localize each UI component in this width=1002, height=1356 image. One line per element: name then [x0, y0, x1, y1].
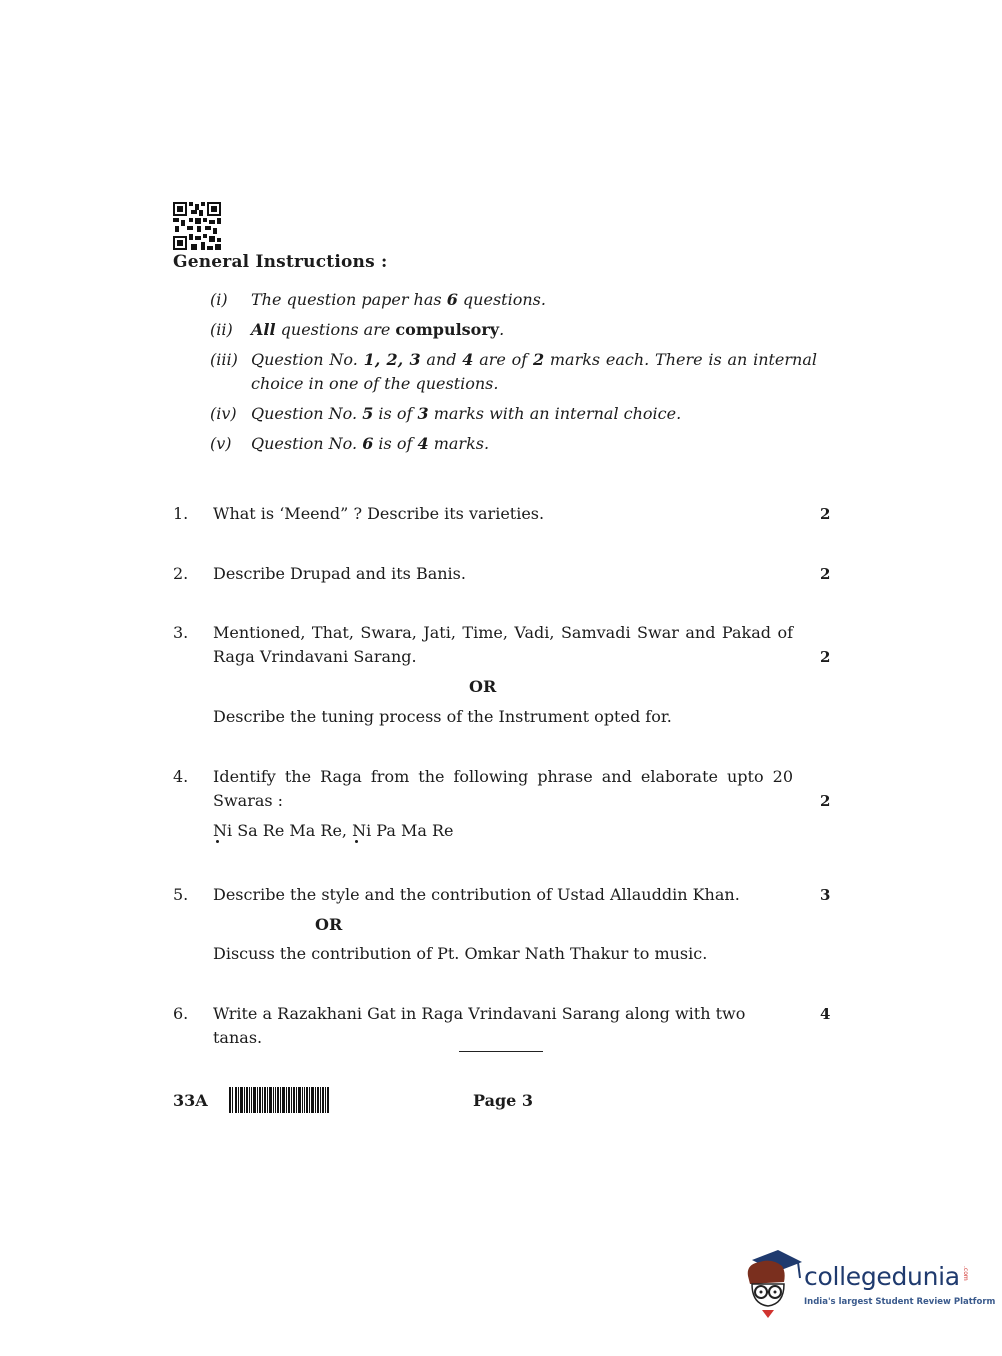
instruction-item: [210, 318, 830, 342]
instruction-number: (iii): [210, 350, 238, 369]
question-marks: 3: [820, 886, 831, 904]
question-number: 1.: [173, 504, 189, 523]
question-6: [173, 1002, 843, 1047]
question-marks: 2: [820, 648, 831, 666]
question-2: [173, 562, 843, 586]
question-number: 5.: [173, 885, 189, 904]
question-text: Describe Drupad and its Banis.: [213, 564, 466, 583]
barcode-icon: [229, 1087, 329, 1113]
question-marks: 2: [820, 792, 831, 810]
question-number: 3.: [173, 623, 189, 642]
question-text-line1: Mentioned, That, Swara, Jati, Time, Vadi, Samvadi Swar and Pakad of: [213, 623, 793, 642]
question-text: What is ‘Meend” ? Describe its varieties.: [213, 504, 545, 523]
instruction-number: (ii): [210, 320, 233, 339]
or-separator: OR: [315, 915, 343, 934]
question-1: [173, 502, 843, 526]
end-rule: [459, 1051, 543, 1052]
question-number: 6.: [173, 1004, 189, 1023]
instruction-item: [210, 402, 830, 426]
instruction-number: (iv): [210, 404, 237, 423]
instruction-item: [210, 288, 830, 312]
general-instructions-title: General Instructions :: [173, 252, 388, 272]
question-marks: 2: [820, 505, 831, 523]
qr-code-icon: [173, 202, 221, 250]
instruction-number: (v): [210, 434, 232, 453]
question-3: [173, 621, 843, 726]
instruction-number: (i): [210, 290, 228, 309]
brand-tagline: India's largest Student Review Platform: [804, 1297, 996, 1307]
instruction-text: The question paper has 6 questions.: [251, 290, 546, 309]
question-text-line2: Swaras :: [213, 791, 284, 810]
swara-phrase: Ni Sa Re Ma Re, Ni Pa Ma Re: [213, 821, 454, 840]
question-alternative: Discuss the contribution of Pt. Omkar Nath Thakur to music.: [213, 944, 708, 963]
page-number: Page 3: [473, 1091, 534, 1110]
question-marks: 4: [820, 1005, 831, 1023]
brand-domain-suffix: .com: [962, 1266, 969, 1281]
question-alternative: Describe the tuning process of the Instrument opted for.: [213, 707, 672, 726]
question-5: [173, 883, 843, 963]
instruction-item: [210, 348, 830, 396]
question-text: Write a Razakhani Gat in Raga Vrindavani Sarang along with two tanas.: [213, 1004, 746, 1047]
question-text-line2: Raga Vrindavani Sarang.: [213, 647, 417, 666]
instruction-text: All questions are compulsory.: [251, 320, 505, 339]
question-text-line1: Identify the Raga from the following phrase and elaborate upto 20: [213, 767, 793, 786]
question-number: 4.: [173, 767, 189, 786]
instruction-text: Question No. 6 is of 4 marks.: [251, 434, 490, 453]
instruction-text: Question No. 5 is of 3 marks with an internal choice.: [251, 404, 682, 423]
or-separator: OR: [469, 677, 497, 696]
question-marks: 2: [820, 565, 831, 583]
instruction-text-line2: choice in one of the questions.: [251, 374, 499, 393]
paper-code: 33A: [173, 1091, 208, 1110]
question-4: [173, 765, 843, 845]
brand-name: collegedunia: [804, 1262, 960, 1291]
mascot-logo-icon: [742, 1248, 804, 1320]
question-number: 2.: [173, 564, 189, 583]
question-text: Describe the style and the contribution of Ustad Allauddin Khan.: [213, 885, 740, 904]
instruction-text-line1: Question No. 1, 2, 3 and 4 are of 2 marks each. There is an internal: [251, 350, 818, 369]
instruction-item: [210, 432, 830, 456]
